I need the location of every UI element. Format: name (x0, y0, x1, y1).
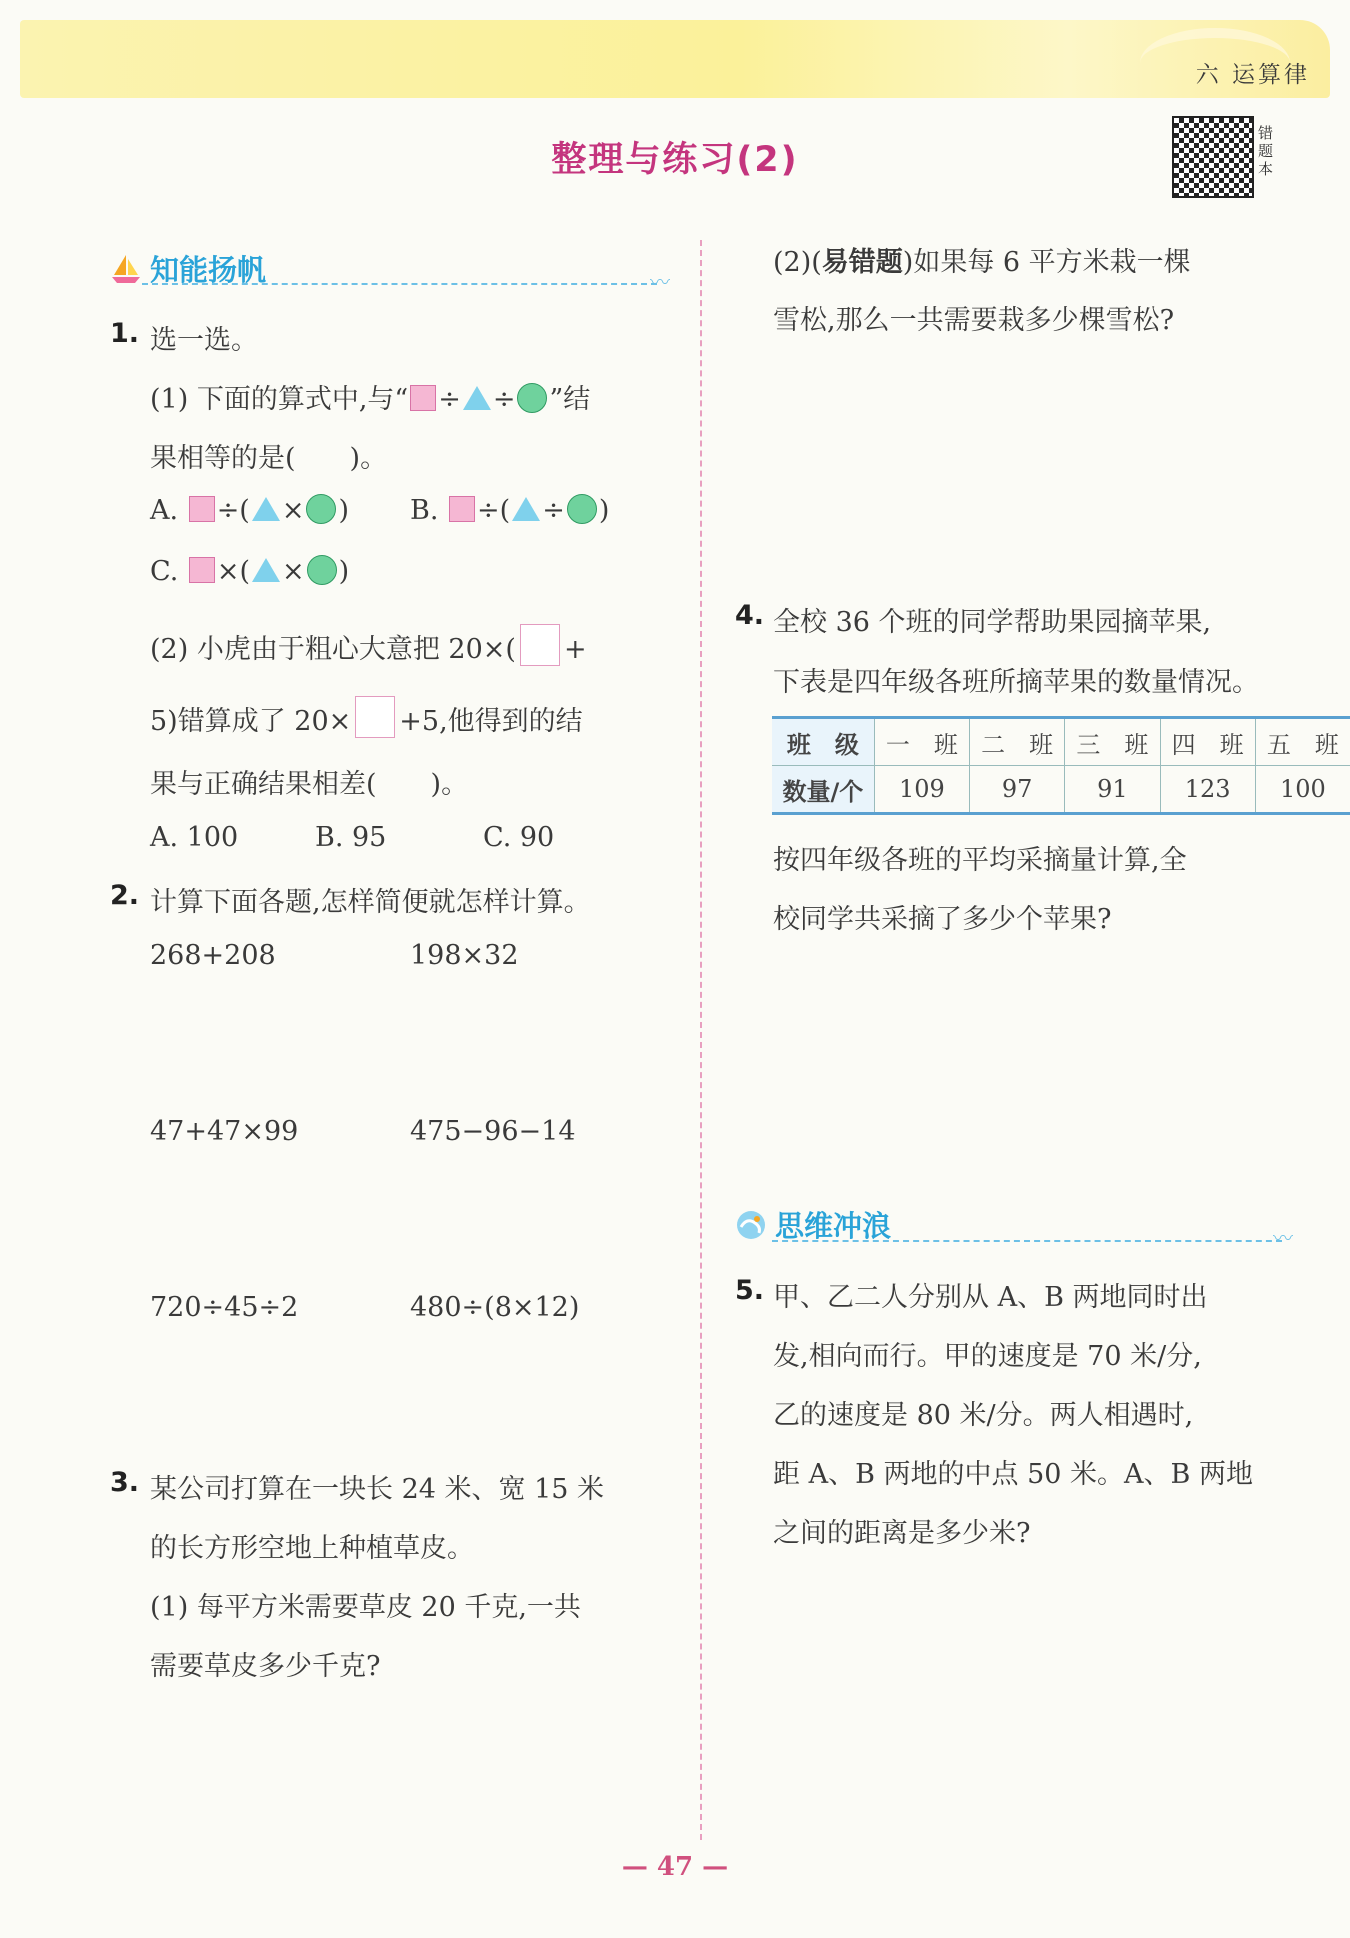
section-title: 知能扬帆 (150, 253, 267, 287)
triangle-shape (252, 558, 280, 582)
square-shape (410, 385, 436, 411)
q3-line1: 某公司打算在一块长 24 米、宽 15 米 (150, 1474, 605, 1505)
q4-line3: 按四年级各班的平均采摘量计算,全 (773, 845, 1187, 876)
table-cell: 一 班 (874, 718, 969, 766)
section-heading-2 (735, 1204, 891, 1245)
text: +5,他得到的结 (399, 706, 583, 737)
question-number: 1. (110, 318, 140, 349)
triangle-shape (463, 386, 491, 410)
calc-item: 475−96−14 (410, 1116, 576, 1147)
chapter-label: 六 运算律 (1195, 62, 1310, 88)
question-number: 5. (735, 1275, 765, 1306)
wave-icon: 〰 (650, 270, 670, 294)
q5-line1: 甲、乙二人分别从 A、B 两地同时出 (773, 1282, 1208, 1313)
q3-line4: 需要草皮多少千克? (150, 1651, 381, 1682)
text: )如果每 6 平方米栽一棵 (902, 247, 1191, 278)
text: (2)( (773, 247, 822, 278)
option-label: C. (150, 556, 179, 587)
question-stem: 选一选。 (150, 325, 258, 356)
triangle-shape (512, 497, 540, 521)
table-cell: 97 (970, 766, 1065, 814)
answer-box[interactable] (520, 624, 560, 666)
q1-part2-line1 (150, 624, 587, 666)
q4-line2: 下表是四年级各班所摘苹果的数量情况。 (773, 667, 1259, 698)
circle-shape (307, 555, 337, 585)
q5-line5: 之间的距离是多少米? (773, 1518, 1031, 1549)
text: (1) 下面的算式中,与“ (150, 384, 409, 415)
section-underline (142, 283, 657, 285)
question-number: 2. (110, 880, 140, 911)
calc-item: 198×32 (410, 940, 519, 971)
qr-code-icon[interactable] (1172, 116, 1254, 198)
question-stem: 计算下面各题,怎样简便就怎样计算。 (150, 887, 591, 918)
table-cell: 二 班 (970, 718, 1065, 766)
option-b[interactable]: B. ÷( ÷ ) (410, 495, 610, 526)
q5-line4: 距 A、B 两地的中点 50 米。A、B 两地 (773, 1459, 1253, 1490)
qr-label: 错题本 (1258, 124, 1274, 178)
square-shape (189, 557, 215, 583)
table-cell: 四 班 (1160, 718, 1255, 766)
circle-shape (567, 494, 597, 524)
q5-line3: 乙的速度是 80 米/分。两人相遇时, (773, 1400, 1194, 1431)
table-cell: 三 班 (1065, 718, 1160, 766)
q1-part1-line2: 果相等的是( )。 (150, 443, 388, 474)
option-a[interactable]: A. ÷( × ) (150, 495, 350, 526)
apples-table (772, 716, 1350, 815)
section-underline (772, 1240, 1282, 1242)
q4-line1: 全校 36 个班的同学帮助果园摘苹果, (773, 607, 1212, 638)
q1-part2-line3: 果与正确结果相差( )。 (150, 769, 469, 800)
table-cell: 91 (1065, 766, 1160, 814)
table-cell: 100 (1255, 766, 1350, 814)
answer-box[interactable] (355, 696, 395, 738)
table-cell: 109 (874, 766, 969, 814)
table-row (772, 766, 1350, 814)
table-cell: 123 (1160, 766, 1255, 814)
q4-line4: 校同学共采摘了多少个苹果? (773, 904, 1112, 935)
table-cell: 数量/个 (772, 766, 874, 814)
choice-b[interactable]: B. 95 (315, 822, 387, 853)
q3-line5 (773, 240, 1191, 279)
option-label: A. (150, 495, 179, 526)
text: 5)错算成了 20× (150, 706, 352, 737)
choice-c[interactable]: C. 90 (483, 822, 555, 853)
circle-shape (306, 494, 336, 524)
question-number: 3. (110, 1467, 140, 1498)
tag-label: 易错题 (821, 247, 903, 278)
column-divider (700, 240, 702, 1840)
option-label: B. (410, 495, 439, 526)
q3-line3: (1) 每平方米需要草皮 20 千克,一共 (150, 1592, 581, 1623)
table-row (772, 718, 1350, 766)
q3-line6: 雪松,那么一共需要栽多少棵雪松? (773, 305, 1175, 336)
calc-item: 480÷(8×12) (410, 1292, 580, 1323)
q3-line2: 的长方形空地上种植草皮。 (150, 1533, 474, 1564)
wave-icon: 〰 (1273, 1226, 1293, 1250)
calc-item: 47+47×99 (150, 1116, 299, 1147)
q5-line2: 发,相向而行。甲的速度是 70 米/分, (773, 1341, 1202, 1372)
page-title: 整理与练习(2) (551, 140, 799, 180)
table-cell: 五 班 (1255, 718, 1350, 766)
text: ”结 (549, 384, 591, 415)
circle-shape (517, 383, 547, 413)
calc-item: 720÷45÷2 (150, 1292, 299, 1323)
triangle-shape (252, 497, 280, 521)
table-cell: 班 级 (772, 718, 874, 766)
square-shape (449, 496, 475, 522)
option-c[interactable]: C. ×( × ) (150, 556, 350, 587)
text: (2) 小虎由于粗心大意把 20×( (150, 634, 516, 665)
header-banner (20, 20, 1330, 98)
wave-swirl-icon (735, 1209, 767, 1241)
sailboat-icon (110, 253, 142, 285)
page-number: — 47 — (621, 1852, 729, 1882)
square-shape (189, 496, 215, 522)
q1-part1-line1: (1) 下面的算式中,与“ ÷ ÷ ”结 (150, 384, 591, 415)
calc-item: 268+208 (150, 940, 276, 971)
choice-a[interactable]: A. 100 (150, 822, 239, 853)
text: + (563, 634, 587, 665)
section-title: 思维冲浪 (775, 1209, 892, 1243)
q1-part2-line2 (150, 696, 583, 738)
question-number: 4. (735, 600, 765, 631)
